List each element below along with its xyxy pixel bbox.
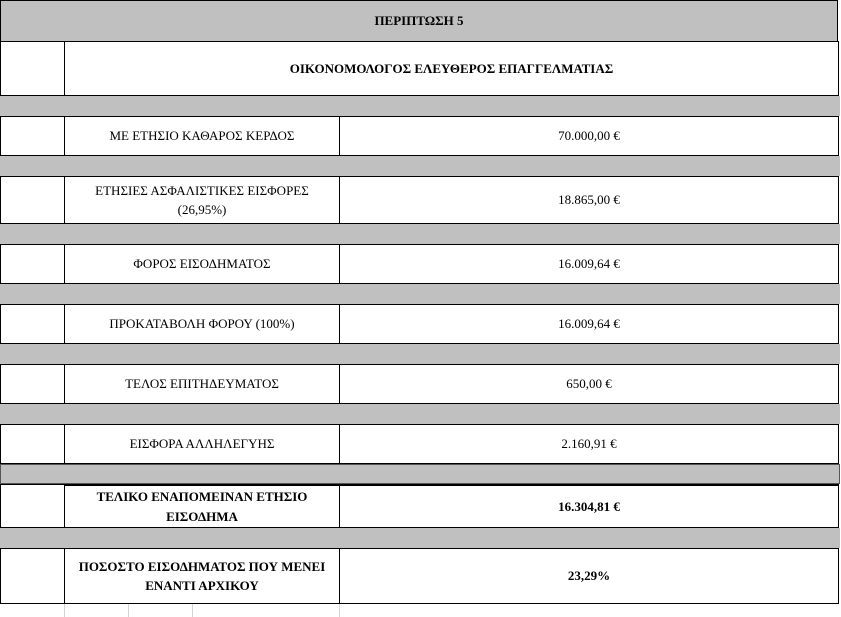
index-cell[interactable] (0, 116, 65, 156)
table-row (0, 364, 839, 404)
label-cell[interactable]: ΕΙΣΦΟΡΑ ΑΛΛΗΛΕΓΥΗΣ (64, 424, 340, 464)
index-cell[interactable] (0, 304, 65, 344)
table-row (0, 116, 839, 156)
index-cell[interactable] (0, 548, 65, 604)
table-row (0, 424, 839, 464)
index-cell[interactable] (0, 244, 65, 284)
value-cell[interactable]: 18.865,00 € (339, 176, 839, 224)
index-cell[interactable] (0, 424, 65, 464)
label-cell[interactable]: ΦΟΡΟΣ ΕΙΣΟΔΗΜΑΤΟΣ (64, 244, 340, 284)
value-cell[interactable]: 650,00 € (339, 364, 839, 404)
separator-band (0, 528, 840, 548)
value-cell[interactable]: 16.009,64 € (339, 304, 839, 344)
index-cell[interactable] (0, 484, 65, 528)
subtitle-cell[interactable]: ΟΙΚΟΝΟΜΟΛΟΓΟΣ ΕΛΕΥΘΕΡΟΣ ΕΠΑΓΓΕΛΜΑΤΙΑΣ (64, 41, 839, 96)
gridline (339, 604, 340, 617)
percent-row (0, 548, 839, 604)
title-row (0, 0, 838, 41)
total-row (0, 484, 839, 528)
percent-label-cell[interactable]: ΠΟΣΟΣΤΟ ΕΙΣΟΔΗΜΑΤΟΣ ΠΟΥ ΜΕΝΕΙ ΕΝΑΝΤΙ ΑΡΧΙΚΟΥ (64, 548, 340, 604)
label-cell[interactable]: ΜΕ ΕΤΗΣΙΟ ΚΑΘΑΡΟΣ ΚΕΡΔΟΣ (64, 116, 340, 156)
separator-band (0, 344, 840, 364)
separator-band (0, 224, 840, 244)
subtitle-row (0, 41, 839, 96)
percent-value-cell[interactable]: 23,29% (339, 548, 839, 604)
gridline (192, 604, 193, 617)
total-label-cell[interactable]: ΤΕΛΙΚΟ ΕΝΑΠΟΜΕΙΝΑΝ ΕΤΗΣΙΟ ΕΙΣΟΔΗΜΑ (64, 484, 340, 528)
table-row (0, 244, 839, 284)
table-row (0, 176, 839, 224)
label-cell[interactable]: ΕΤΗΣΙΕΣ ΑΣΦΑΛΙΣΤΙΚΕΣ ΕΙΣΦΟΡΕΣ (26,95%) (64, 176, 340, 224)
page-title: ΠΕΡΙΠΤΩΣΗ 5 (374, 13, 464, 29)
value-cell[interactable]: 70.000,00 € (339, 116, 839, 156)
separator-band (0, 96, 840, 116)
separator-band-selected[interactable] (0, 464, 840, 484)
table-row (0, 304, 839, 344)
value-cell[interactable]: 16.009,64 € (339, 244, 839, 284)
total-value-cell[interactable]: 16.304,81 € (339, 484, 839, 528)
separator-band (0, 156, 840, 176)
gridline (128, 604, 129, 617)
index-cell[interactable] (0, 41, 65, 96)
label-cell[interactable]: ΠΡΟΚΑΤΑΒΟΛΗ ΦΟΡΟΥ (100%) (64, 304, 340, 344)
separator-band (0, 404, 840, 424)
label-cell[interactable]: ΤΕΛΟΣ ΕΠΙΤΗΔΕΥΜΑΤΟΣ (64, 364, 340, 404)
index-cell[interactable] (0, 176, 65, 224)
index-cell[interactable] (0, 364, 65, 404)
value-cell[interactable]: 2.160,91 € (339, 424, 839, 464)
separator-band (0, 284, 840, 304)
gridline (64, 604, 65, 617)
